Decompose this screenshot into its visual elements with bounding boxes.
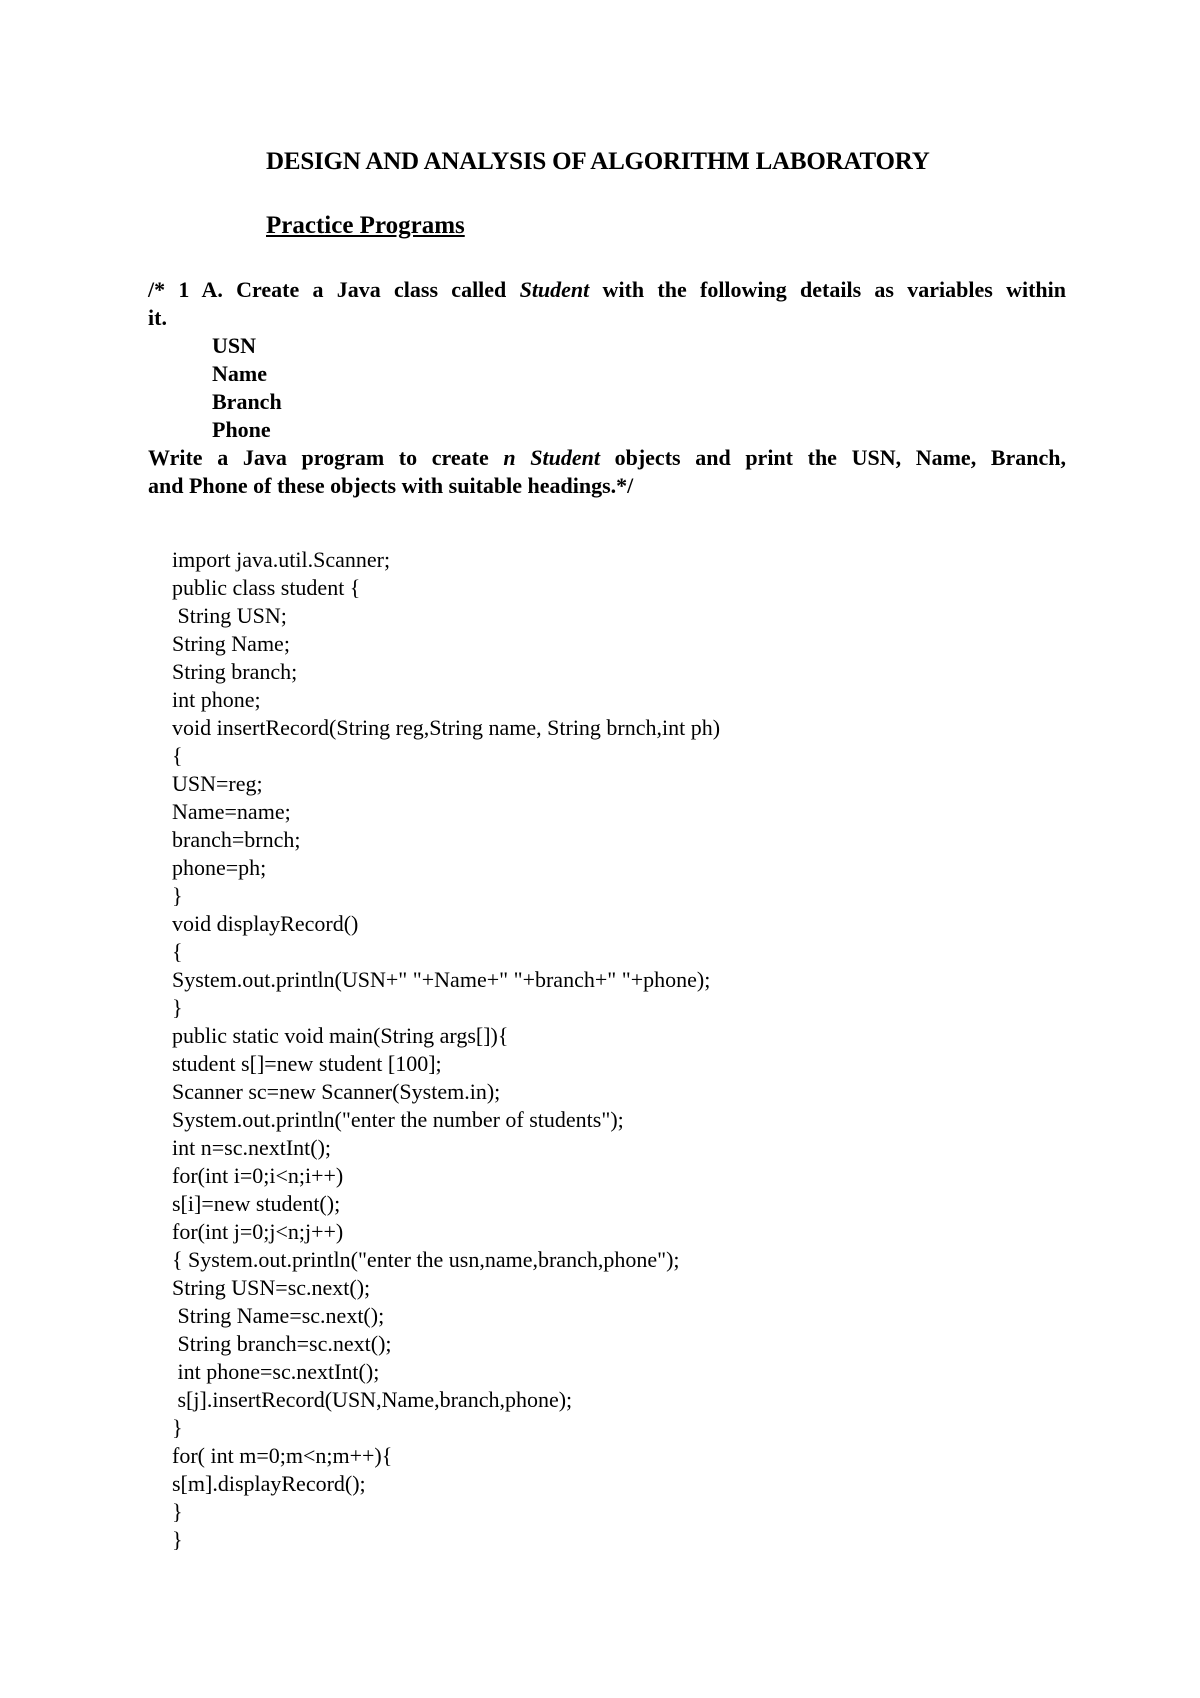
code-line: for(int j=0;j<n;j++) (172, 1219, 344, 1244)
code-line: } (172, 883, 183, 908)
field-item: Phone (212, 417, 271, 442)
task-description (148, 276, 1066, 500)
code-line: String Name; (172, 631, 290, 656)
code-line: } (172, 1499, 183, 1524)
task-line-4: and Phone of these objects with suitable headings.*/ (148, 473, 634, 498)
document-subtitle: Practice Programs (266, 212, 465, 239)
code-line: String branch=sc.next(); (172, 1331, 392, 1356)
code-line: { (172, 939, 183, 964)
code-line: phone=ph; (172, 855, 267, 880)
field-list (148, 332, 1066, 444)
code-line: String branch; (172, 659, 298, 684)
task-line-2: it. (148, 305, 167, 330)
task-line-3-post: objects and print the USN, Name, Branch, (599, 445, 1067, 470)
code-line: branch=brnch; (172, 827, 301, 852)
field-item: Branch (212, 389, 282, 414)
code-listing (172, 546, 1072, 1554)
task-line-1-pre: /* 1 A. Create a Java class called (148, 277, 520, 302)
task-class-name-2: Student (530, 445, 600, 470)
code-line: String USN=sc.next(); (172, 1275, 371, 1300)
task-line-1-post: with the following details as variables within (589, 277, 1066, 302)
code-line: } (172, 995, 183, 1020)
code-line: public static void main(String args[]){ (172, 1023, 509, 1048)
code-line: int phone; (172, 687, 261, 712)
code-line: void displayRecord() (172, 911, 359, 936)
code-line: USN=reg; (172, 771, 263, 796)
code-line: String Name=sc.next(); (172, 1303, 385, 1328)
code-line: student s[]=new student [100]; (172, 1051, 442, 1076)
code-line: int n=sc.nextInt(); (172, 1135, 332, 1160)
task-line-1 (148, 276, 1066, 304)
code-line: s[i]=new student(); (172, 1191, 341, 1216)
code-line: System.out.println("enter the number of students"); (172, 1107, 624, 1132)
code-line: Scanner sc=new Scanner(System.in); (172, 1079, 501, 1104)
task-line-3 (148, 444, 1066, 472)
field-item: Name (212, 361, 267, 386)
code-line: void insertRecord(String reg,String name, String brnch,int ph) (172, 715, 721, 740)
document-title: DESIGN AND ANALYSIS OF ALGORITHM LABORATORY (266, 148, 930, 175)
code-line: String USN; (172, 603, 287, 628)
code-line: import java.util.Scanner; (172, 547, 391, 572)
code-line: s[j].insertRecord(USN,Name,branch,phone); (172, 1387, 573, 1412)
code-line: for( int m=0;m<n;m++){ (172, 1443, 393, 1468)
code-line: s[m].displayRecord(); (172, 1471, 366, 1496)
code-line: { System.out.println("enter the usn,name,branch,phone"); (172, 1247, 680, 1272)
task-line-3-pre: Write a Java program to create (148, 445, 504, 470)
task-n-variable: n (503, 445, 516, 470)
code-line: System.out.println(USN+" "+Name+" "+branch+" "+phone); (172, 967, 711, 992)
code-line: } (172, 1527, 183, 1552)
field-item: USN (212, 333, 257, 358)
task-class-name: Student (519, 277, 590, 302)
code-line: { (172, 743, 183, 768)
code-line: for(int i=0;i<n;i++) (172, 1163, 344, 1188)
code-line: int phone=sc.nextInt(); (172, 1359, 380, 1384)
code-line: public class student { (172, 575, 361, 600)
code-line: } (172, 1415, 183, 1440)
code-line: Name=name; (172, 799, 291, 824)
